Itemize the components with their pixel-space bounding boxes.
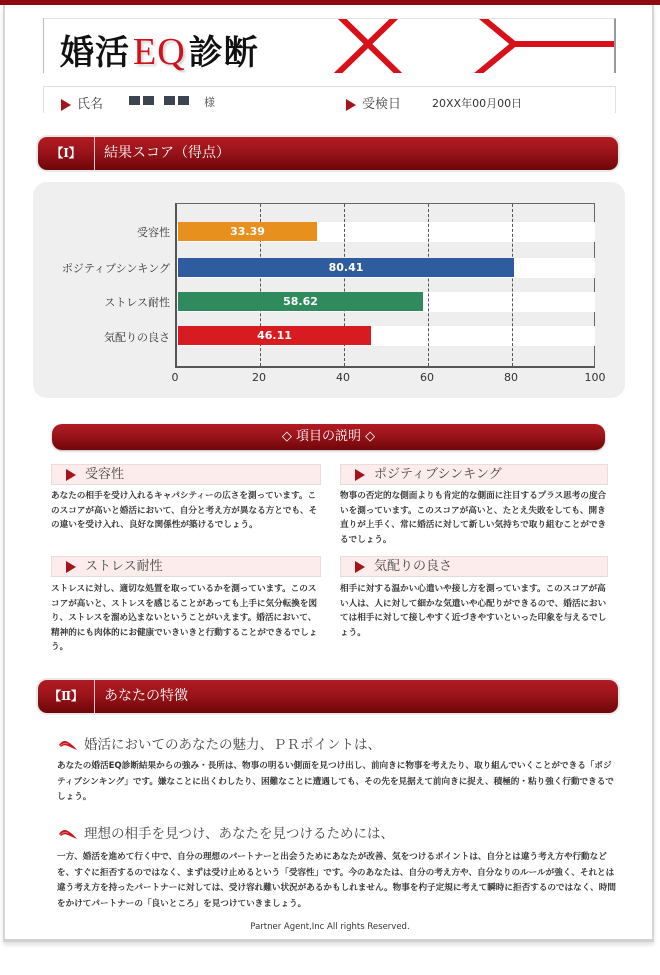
pr-point-heading-text: 婚活においてのあなたの魅力、ＰＲポイントは、 (84, 737, 381, 753)
category-label: 受容性 (137, 226, 170, 239)
item-label: ポジティブシンキング (374, 467, 502, 482)
grid-line-80 (512, 204, 513, 366)
exam-date-label (346, 93, 401, 112)
title-prefix: 婚活 (60, 33, 130, 73)
triangle-bullet-icon (346, 99, 356, 111)
x-tick: 100 (584, 371, 606, 384)
item-header-stress-tolerance (51, 556, 321, 577)
copyright-footer: Partner Agent,Inc All rights Reserved. (250, 922, 410, 932)
item-header-positive-thinking (340, 464, 608, 485)
category-label: ポジティブシンキング (61, 262, 170, 275)
category-label: ストレス耐性 (104, 296, 170, 309)
bar-acceptance: 33.39 (178, 222, 317, 241)
masked-name-value (129, 96, 189, 105)
section-1-header (38, 137, 618, 170)
bar-positive-thinking: 80.41 (178, 258, 514, 277)
x-tick: 40 (336, 371, 350, 384)
item-header-acceptance (51, 464, 321, 485)
section-1-number: 【Ⅰ】 (38, 137, 95, 170)
title-suffix: 診断 (188, 33, 259, 73)
item-label: 気配りの良さ (374, 559, 453, 574)
x-tick: 60 (420, 371, 434, 384)
title-eq: EQ (133, 31, 186, 73)
improvement-heading-text: 理想の相手を見つけ、あなたを見つけるためには、 (84, 826, 394, 842)
x-tick: 0 (171, 371, 179, 384)
section-2-title: あなたの特徴 (104, 688, 188, 704)
triangle-bullet-icon (66, 561, 76, 573)
explanation-header: ◇ 項目の説明 ◇ (52, 424, 605, 450)
ribbon-icon (58, 828, 78, 840)
triangle-bullet-icon (355, 561, 365, 573)
page-title (60, 25, 259, 73)
category-label: 気配りの良さ (104, 331, 170, 344)
item-label: ストレス耐性 (85, 559, 163, 574)
triangle-bullet-icon (355, 469, 365, 481)
pr-point-heading (58, 733, 381, 753)
grid-line-60 (428, 204, 429, 366)
ribbon-icon (58, 739, 78, 751)
improvement-heading (58, 822, 394, 842)
x-tick: 80 (504, 371, 518, 384)
improvement-text: 一方、婚活を進めて行く中で、自分の理想のパートナーと出会うためにあなたが改善、気をつけるポイントは、自分とは違う考え方や行動などを、すぐに拒否するのではなく、まずは受け止めるという「受容性」です。今のあなたは、自分の考え方や、自分なりのルールが強く、それとは違う考え方を持ったパートナーに対しては、受け容れ難い状況があるかもしれません。物事を杓子定規に考えて瞬時に拒否するのではなく、時間をかけてパートナーの「良いところ」を見つけていきましょう。 (57, 852, 616, 909)
header-logo-banner (43, 18, 616, 73)
examinee-info-row (43, 86, 616, 113)
section-2-number: 【Ⅱ】 (38, 680, 95, 713)
item-header-consideration (340, 556, 608, 577)
exam-date-label-text: 受検日 (362, 97, 402, 112)
pr-point-text: あなたの婚活EQ診断結果からの強み・長所は、物事の明るい側面を見つけ出し、前向きに物事を考えたり、取り組んでいくことができる「ポジティブシンキング」です。嫌なことに出くわしたり、困難なことに遭遇しても、その先を見据えて前向きに捉え、積極的・粘り強く行動できるでしょう。 (57, 761, 614, 802)
honorific: 様 (204, 96, 215, 109)
name-label (61, 93, 103, 112)
name-label-text: 氏名 (77, 97, 104, 112)
item-description: 物事の否定的な側面よりも肯定的な側面に注目するプラス思考の度合いを測っています。このスコアが高いと、たとえ失敗をしても、開き直りが上手く、常に婚活に対して新しい気持ちで取り組むことができるでしょう。 (340, 491, 607, 545)
x-tick: 20 (252, 371, 266, 384)
exam-date-value: 20XX年00月00日 (432, 97, 523, 110)
triangle-bullet-icon (61, 99, 71, 111)
item-label: 受容性 (85, 467, 125, 482)
decorative-cross-lines-icon (314, 19, 616, 73)
bar-stress-tolerance: 58.62 (178, 292, 423, 311)
section-2-header (38, 680, 618, 713)
item-description: あなたの相手を受け入れるキャパシティーの広さを測っています。このスコアが高いと婚活において、自分と考え方が異なる方とでも、その違いを受け入れ、良好な関係性が築けるでしょう。 (51, 491, 318, 530)
bar-consideration: 46.11 (178, 326, 371, 345)
triangle-bullet-icon (66, 469, 76, 481)
item-description: ストレスに対し、適切な処置を取っているかを測っています。このスコアが高いと、ストレスを感じることがあっても上手に気分転換を図り、ストレスを溜め込まないということがいえます。婚活において、精神的にも肉体的にお健康でいきいきと行動することができるでしょう。 (51, 584, 318, 652)
score-chart-plot (175, 203, 595, 368)
section-1-title: 結果スコア（得点） (104, 145, 230, 161)
item-description: 相手に対する温かい心遣いや接し方を測っています。このスコアが高い人は、人に対して細かな気遣いや心配りができるので、婚活においては相手に対して接しやすく近づきやすいといった印象を与えるでしょう。 (340, 584, 607, 638)
